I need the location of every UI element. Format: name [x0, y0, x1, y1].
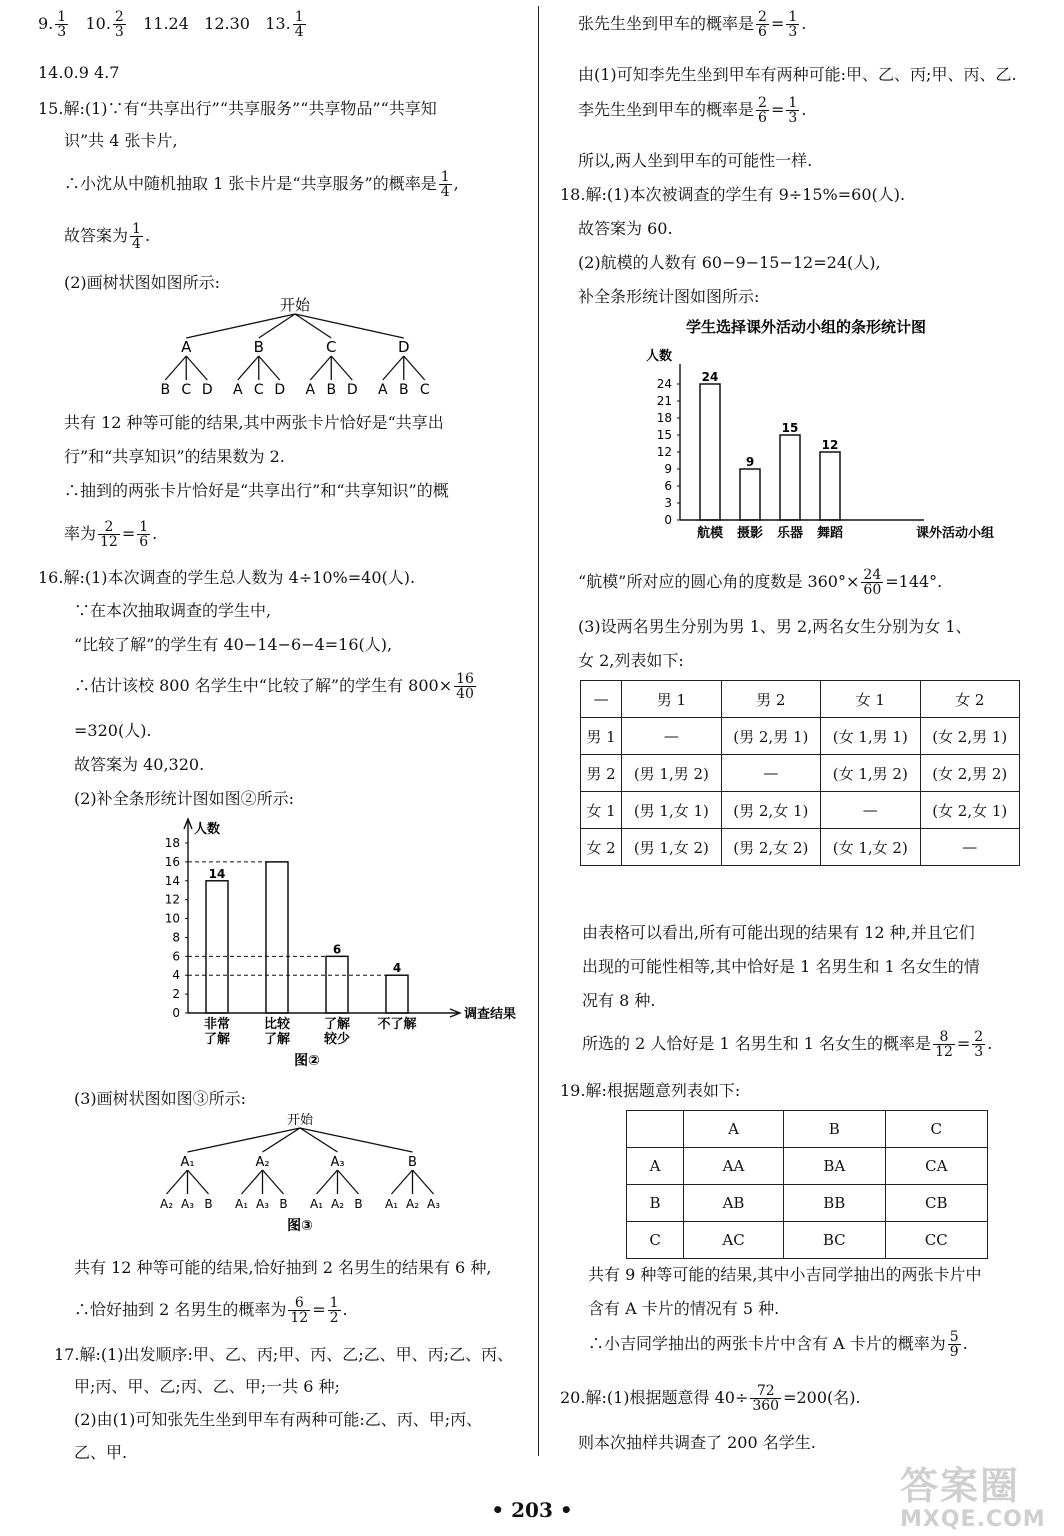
- tree-diagram-1: [150, 296, 440, 406]
- table-cell: —: [920, 829, 1020, 866]
- bar: [780, 435, 800, 520]
- text-line: ∴小吉同学抽出的两张卡片中含有 A 卡片的概率为 $\frac{5}{9}$ .: [588, 1329, 968, 1360]
- tree-leaf-label: B: [354, 1197, 363, 1211]
- text-line: 识”共 4 张卡片,: [64, 131, 178, 150]
- tree-leaf-label: B: [204, 1197, 213, 1211]
- table-cell: 女 2: [581, 829, 622, 866]
- text-line: 16.解:(1)本次调查的学生总人数为 4÷10%=40(人).: [38, 568, 416, 587]
- tree-leaf-label: B: [279, 1197, 288, 1211]
- tree-node-label: A: [181, 338, 192, 356]
- table-cell: BB: [783, 1185, 885, 1222]
- figure-caption: 图②: [294, 1053, 320, 1069]
- tree-node-label: A₃: [330, 1155, 345, 1170]
- category-label: 比较: [263, 1017, 291, 1032]
- tree-node-label: B: [408, 1155, 417, 1170]
- tree-branch: [300, 1128, 413, 1152]
- tree-branch: [238, 356, 259, 380]
- text-line: 故答案为 40,320.: [74, 755, 205, 774]
- text-line: 所以,两人坐到甲车的可能性一样.: [578, 151, 813, 170]
- tree-branch: [310, 356, 331, 380]
- tree-leaf-label: B: [326, 382, 337, 398]
- table-header-row: [627, 1111, 988, 1148]
- text-line: 18.解:(1)本次被调查的学生有 9÷15%=60(人).: [560, 185, 906, 204]
- category-label: 摄影: [736, 526, 764, 541]
- table-cell: [627, 1111, 684, 1148]
- text-line: 况有 8 种.: [582, 991, 656, 1010]
- outcome-table-gender: [580, 680, 1020, 866]
- bar-value-label: 6: [332, 942, 342, 957]
- tree-branch: [167, 1170, 188, 1194]
- table-cell: 女 2: [920, 681, 1020, 718]
- category-label: 了解: [203, 1032, 231, 1047]
- text-line: =320(人).: [74, 721, 152, 740]
- table-row: [627, 1148, 988, 1185]
- tree-branch: [317, 1170, 338, 1194]
- tree-branch: [259, 356, 280, 380]
- bar-value-label: 9: [745, 455, 755, 469]
- table-row: [581, 792, 1020, 829]
- table-cell: (男 2,女 1): [721, 792, 820, 829]
- text-line: 行”和“共享知识”的结果数为 2.: [64, 447, 285, 466]
- y-tick-label: 0: [664, 513, 672, 527]
- y-tick-label: 10: [164, 911, 180, 926]
- table-cell: B: [627, 1185, 684, 1222]
- text-line: 15.解:(1)∵有“共享出行”“共享服务”“共享物品”“共享知: [38, 99, 437, 118]
- tree-leaf-label: A: [377, 382, 388, 398]
- table-cell: CC: [885, 1222, 987, 1259]
- text-line: 补全条形统计图如图所示:: [578, 287, 760, 306]
- tree-branch: [404, 356, 425, 380]
- bar-value-label: 4: [392, 961, 402, 976]
- tree-branch: [188, 1170, 209, 1194]
- text-line: (2)补全条形统计图如图②所示:: [74, 789, 295, 808]
- tree-leaf-label: A₁: [309, 1197, 324, 1211]
- tree-branch: [186, 356, 207, 380]
- table-cell: (男 1,女 2): [622, 829, 721, 866]
- category-label: 舞蹈: [816, 526, 844, 541]
- text-line: 女 2,列表如下:: [578, 651, 684, 670]
- text-line: ∴抽到的两张卡片恰好是“共享出行”和“共享知识”的概: [64, 481, 449, 500]
- tree-leaf-label: A₂: [405, 1197, 420, 1211]
- table-cell: AC: [684, 1222, 784, 1259]
- tree-leaf-label: A₃: [426, 1197, 441, 1211]
- table-cell: BC: [783, 1222, 885, 1259]
- text-line: (2)航模的人数有 60−9−15−12=24(人),: [578, 253, 881, 272]
- y-tick-label: 0: [172, 1006, 180, 1020]
- table-row: [581, 718, 1020, 755]
- text-line: ∵在本次抽取调查的学生中,: [74, 601, 272, 620]
- text-line: 共有 12 种等可能的结果,恰好抽到 2 名男生的结果有 6 种,: [74, 1258, 492, 1277]
- tree-branch: [165, 356, 186, 380]
- tree-branch: [331, 356, 352, 380]
- text-line: (2)由(1)可知张先生坐到甲车有两种可能:乙、丙、甲;丙、: [74, 1410, 483, 1429]
- x-axis-label: 调查结果: [464, 1007, 517, 1022]
- tree-branch: [383, 356, 404, 380]
- tree-branch: [186, 314, 295, 338]
- watermark-logo: [900, 1465, 1060, 1535]
- y-tick-label: 12: [164, 892, 180, 907]
- tree-leaf-label: A₃: [180, 1197, 195, 1211]
- tree-branch: [188, 1128, 301, 1152]
- tree-leaf-label: B: [398, 382, 409, 398]
- tree-leaf-label: C: [419, 382, 430, 398]
- text-line: ∴估计该校 800 名学生中“比较了解”的学生有 800× $\frac{16}{40}$: [74, 671, 474, 702]
- table-header-row: [581, 681, 1020, 718]
- text-line: 17.解:(1)出发顺序:甲、乙、丙;甲、丙、乙;乙、甲、丙;乙、丙、: [54, 1345, 514, 1364]
- y-tick-label: 15: [656, 428, 672, 442]
- text-line: 由表格可以看出,所有可能出现的结果有 12 种,并且它们: [582, 923, 975, 942]
- text-line: 率为 $\frac{2}{12}$ = $\frac{1}{6}$ .: [64, 519, 158, 550]
- table-row: [581, 829, 1020, 866]
- text-line: 李先生坐到甲车的概率是 $\frac{2}{6}$ = $\frac{1}{3}$ .: [578, 95, 807, 126]
- text-line: 19.解:根据题意列表如下:: [560, 1081, 741, 1100]
- text-line: 共有 12 种等可能的结果,其中两张卡片恰好是“共享出: [64, 413, 444, 432]
- tree-diagram-3: [150, 1110, 450, 1240]
- tree-leaf-label: A₁: [234, 1197, 249, 1211]
- text-line: 故答案为 60.: [578, 219, 673, 238]
- category-label: 了解: [323, 1017, 351, 1032]
- y-tick-label: 24: [656, 377, 672, 391]
- y-tick-label: 9: [664, 462, 672, 476]
- text-line: 张先生坐到甲车的概率是 $\frac{2}{6}$ = $\frac{1}{3}$ .: [578, 9, 807, 40]
- y-axis-label: 人数: [194, 822, 221, 837]
- watermark-bottom: MXQE.COM: [900, 1507, 1046, 1532]
- tree-leaf-label: C: [181, 382, 192, 398]
- tree-leaf-label: A₁: [384, 1197, 399, 1211]
- tree-node-label: D: [397, 338, 410, 356]
- table-cell: —: [721, 755, 820, 792]
- tree-branch: [242, 1170, 263, 1194]
- chart-title: 学生选择课外活动小组的条形统计图: [685, 318, 927, 336]
- outcome-table-cards: [626, 1110, 988, 1259]
- table-cell: (男 1,女 1): [622, 792, 721, 829]
- tree-branch: [295, 314, 404, 338]
- tree-leaf-label: A: [305, 382, 316, 398]
- watermark-top: 答案圈: [900, 1464, 1021, 1508]
- table-cell: A: [627, 1148, 684, 1185]
- tree-branch: [263, 1170, 284, 1194]
- table-cell: CB: [885, 1185, 987, 1222]
- bar: [266, 862, 288, 1013]
- table-cell: 女 1: [581, 792, 622, 829]
- bar-value-label: 15: [781, 421, 799, 435]
- tree-root-label: 开始: [286, 1113, 314, 1128]
- bar: [700, 384, 720, 520]
- table-cell: AB: [684, 1185, 784, 1222]
- figure-caption: 图③: [287, 1218, 313, 1234]
- table-cell: 男 1: [581, 718, 622, 755]
- table-cell: (女 1,男 1): [821, 718, 920, 755]
- table-cell: C: [627, 1222, 684, 1259]
- tree-leaf-label: C: [253, 382, 264, 398]
- text-line: 则本次抽样共调查了 200 名学生.: [578, 1433, 816, 1452]
- page-number: • 203 •: [491, 1498, 573, 1522]
- text-line: (3)设两名男生分别为男 1、男 2,两名女生分别为女 1、: [578, 617, 972, 636]
- tree-leaf-label: A₂: [159, 1197, 174, 1211]
- category-label: 不了解: [377, 1017, 417, 1032]
- text-line: 含有 A 卡片的情况有 5 种.: [588, 1299, 780, 1318]
- y-tick-label: 18: [164, 836, 180, 850]
- tree-branch: [338, 1170, 359, 1194]
- table-cell: (男 2,男 1): [721, 718, 820, 755]
- text-line: 出现的可能性相等,其中恰好是 1 名男生和 1 名女生的情: [582, 957, 980, 976]
- tree-leaf-label: A₃: [255, 1197, 270, 1211]
- table-cell: (女 2,男 2): [920, 755, 1020, 792]
- table-row: [627, 1222, 988, 1259]
- tree-node-label: A₂: [255, 1155, 270, 1170]
- y-tick-label: 6: [172, 949, 180, 964]
- table-cell: (女 1,男 2): [821, 755, 920, 792]
- text-line: “航模”所对应的圆心角的度数是 360°× $\frac{24}{60}$ =144°.: [578, 567, 943, 598]
- tree-branch: [413, 1170, 434, 1194]
- text-line: 20.解:(1)根据题意得 40÷ $\frac{72}{360}$ =200(名).: [560, 1383, 861, 1414]
- y-axis-label: 人数: [646, 349, 673, 364]
- tree-branch: [392, 1170, 413, 1194]
- bar-value-label: 14: [208, 866, 226, 881]
- text-line: 甲;丙、甲、乙;丙、乙、甲;一共 6 种;: [74, 1377, 340, 1396]
- text-line: 由(1)可知李先生坐到甲车有两种可能:甲、乙、丙;甲、丙、乙.: [578, 65, 1017, 84]
- y-tick-label: 8: [172, 930, 180, 945]
- table-cell: —: [821, 792, 920, 829]
- y-tick-label: 2: [172, 987, 180, 1002]
- table-cell: (女 1,女 2): [821, 829, 920, 866]
- y-tick-label: 12: [656, 445, 672, 459]
- table-cell: —: [622, 718, 721, 755]
- table-cell: (男 1,男 2): [622, 755, 721, 792]
- table-cell: C: [885, 1111, 987, 1148]
- column-divider: [538, 6, 539, 1456]
- bar-value-label: 12: [821, 438, 839, 452]
- table-cell: BA: [783, 1148, 885, 1185]
- tree-root-label: 开始: [279, 296, 311, 314]
- tree-leaf-label: D: [274, 382, 286, 398]
- y-tick-label: 18: [656, 411, 672, 425]
- y-tick-label: 16: [164, 854, 180, 869]
- table-cell: 男 2: [721, 681, 820, 718]
- table-cell: A: [684, 1111, 784, 1148]
- category-label: 非常: [203, 1017, 231, 1032]
- text-line: ∴小沈从中随机抽取 1 张卡片是“共享服务”的概率是 $\frac{1}{4}$ ,: [64, 169, 459, 200]
- category-label: 航模: [696, 526, 724, 541]
- y-tick-label: 4: [172, 968, 180, 983]
- text-line: 共有 9 种等可能的结果,其中小吉同学抽出的两张卡片中: [588, 1265, 982, 1284]
- bar: [206, 881, 228, 1013]
- table-cell: CA: [885, 1148, 987, 1185]
- bar: [386, 975, 408, 1013]
- table-row: [581, 755, 1020, 792]
- table-row: [627, 1185, 988, 1222]
- category-label: 乐器: [776, 526, 804, 541]
- tree-node-label: A₁: [180, 1155, 195, 1170]
- table-cell: B: [783, 1111, 885, 1148]
- tree-leaf-label: A₂: [330, 1197, 345, 1211]
- tree-leaf-label: B: [160, 382, 171, 398]
- text-line: (2)画树状图如图所示:: [64, 273, 221, 292]
- bar: [326, 956, 348, 1013]
- text-line: 故答案为 $\frac{1}{4}$ .: [64, 221, 151, 252]
- table-cell: 男 2: [581, 755, 622, 792]
- text-line: “比较了解”的学生有 40−14−6−4=16(人),: [74, 635, 393, 654]
- bar: [820, 452, 840, 520]
- y-tick-label: 6: [664, 479, 672, 493]
- table-cell: (女 2,女 1): [920, 792, 1020, 829]
- tree-node-label: B: [253, 338, 264, 356]
- bar-chart-figure-2: [110, 808, 517, 1078]
- table-cell: 女 1: [821, 681, 920, 718]
- text-line: 乙、甲.: [74, 1443, 128, 1462]
- answer-line-9-13: 9. $\frac{1}{3}$ 10. $\frac{2}{3}$ 11.24 12.30 13. $\frac{1}{4}$: [38, 9, 304, 40]
- answer-line-14: 14.0.9 4.7: [38, 63, 120, 82]
- table-cell: —: [581, 681, 622, 718]
- table-cell: (女 2,男 1): [920, 718, 1020, 755]
- table-cell: 男 1: [622, 681, 721, 718]
- table-cell: (男 2,女 2): [721, 829, 820, 866]
- bar-chart-activity-groups: [636, 310, 995, 550]
- category-label: 了解: [263, 1032, 291, 1047]
- y-tick-label: 14: [164, 873, 180, 888]
- text-line: (3)画树状图如图③所示:: [74, 1089, 247, 1108]
- tree-leaf-label: D: [201, 382, 213, 398]
- y-tick-label: 3: [664, 496, 672, 510]
- bar: [740, 469, 760, 520]
- category-label: 较少: [323, 1032, 351, 1047]
- tree-leaf-label: A: [232, 382, 243, 398]
- text-line: 所选的 2 人恰好是 1 名男生和 1 名女生的概率是 $\frac{8}{12}$ = $\frac{2}{3}$ .: [582, 1029, 993, 1060]
- y-tick-label: 21: [656, 394, 672, 408]
- tree-leaf-label: D: [346, 382, 358, 398]
- tree-node-label: C: [326, 338, 337, 356]
- bar-value-label: 24: [701, 370, 719, 384]
- x-axis-label: 课外活动小组: [916, 526, 995, 541]
- table-cell: AA: [684, 1148, 784, 1185]
- text-line: ∴恰好抽到 2 名男生的概率为 $\frac{6}{12}$ = $\frac{1}{2}$ .: [74, 1295, 348, 1326]
